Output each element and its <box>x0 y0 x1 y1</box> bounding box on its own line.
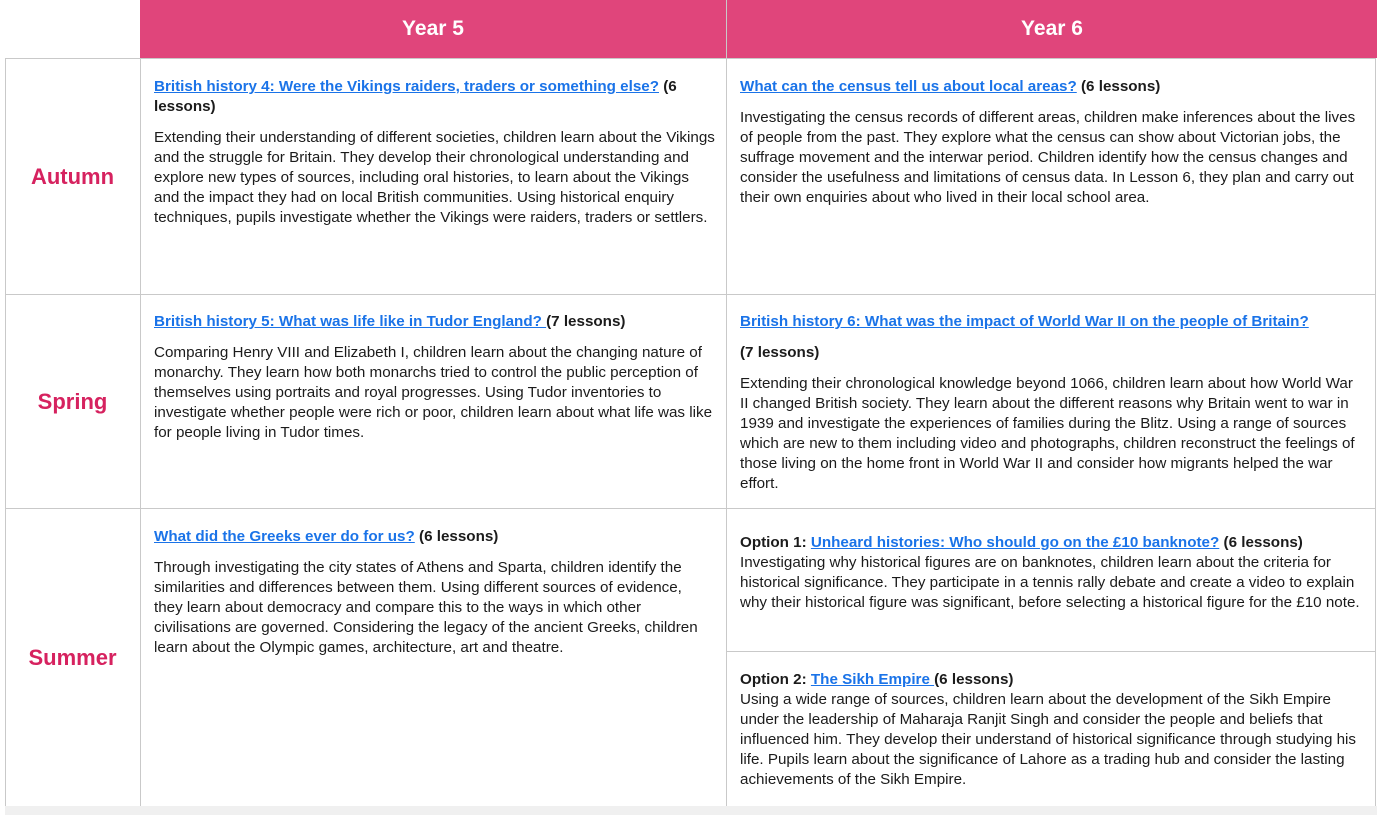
cell-summer-year6-option1 <box>740 533 1365 613</box>
term-label-summer: Summer <box>28 644 117 670</box>
unit-description: Investigating the census records of different areas, children make inferences about the lives of people from the past. They explore what the census can show about Victorian jobs, the suffrage movement and the interwar period. Children identify how the census changes and consider the usefulness and limitations of census data. In Lesson 6, they plan and carry out their own enquiries about who lived in their local school area. <box>740 109 1356 206</box>
cell-autumn-year6 <box>740 77 1365 208</box>
lesson-count: (7 lessons) <box>740 344 820 361</box>
unit-link-census[interactable]: What can the census tell us about local areas? <box>740 78 1077 95</box>
unit-description: Comparing Henry VIII and Elizabeth I, children learn about the changing nature of monarchy. They learn how both monarchs tried to control the public perception of themselves using portraits and royal progresses. Using Tudor inventories to investigate whether people were rich or poor, children learn about what life was like for people living in Tudor times. <box>154 344 713 441</box>
unit-link-ww2[interactable]: British history 6: What was the impact of World War II on the people of Britain? <box>740 313 1309 330</box>
lesson-count: (6 lessons) <box>154 78 677 115</box>
lesson-count: (6 lessons) <box>1223 534 1303 551</box>
unit-link-sikh-empire[interactable]: The Sikh Empire <box>810 671 935 688</box>
grid-line <box>140 58 141 815</box>
header-year5: Year 5 <box>140 0 726 58</box>
unit-link-vikings[interactable]: British history 4: Were the Vikings raiders, traders or something else? <box>154 78 659 95</box>
grid-line <box>5 294 1376 295</box>
header-year6: Year 6 <box>727 0 1377 58</box>
lesson-count: (6 lessons) <box>934 671 1014 688</box>
term-label-autumn: Autumn <box>30 163 115 189</box>
unit-description: Through investigating the city states of Athens and Sparta, children identify the similarities and differences between them. Using different sources of evidence, they learn about democracy and compare this to the ways in which other civilisations are governed. Considering the legacy of the ancient Greeks, children learn about the Olympic games, architecture, art and theatre. <box>154 559 698 656</box>
lesson-count: (7 lessons) <box>546 313 626 330</box>
unit-link-tudors[interactable]: British history 5: What was life like in Tudor England? <box>154 313 547 330</box>
term-label-spring: Spring <box>37 388 108 414</box>
cell-summer-year5 <box>154 527 714 658</box>
lesson-count: (6 lessons) <box>1081 78 1161 95</box>
cell-spring-year5 <box>154 312 714 443</box>
cell-autumn-year5 <box>154 77 716 228</box>
lesson-count: (6 lessons) <box>419 528 499 545</box>
grid-line <box>727 651 1376 652</box>
unit-description: Investigating why historical figures are on banknotes, children learn about the criteria for historical significance. They participate in a tennis rally debate and create a video to explain why their historical figure was significant, before selecting a historical figure for the £10 note. <box>740 554 1360 611</box>
unit-link-banknote[interactable]: Unheard histories: Who should go on the £10 banknote? <box>810 534 1220 551</box>
grid-line <box>5 58 1376 59</box>
unit-link-greeks[interactable]: What did the Greeks ever do for us? <box>154 528 415 545</box>
cell-summer-year6-option2 <box>740 670 1365 790</box>
option-label: Option 2: <box>740 671 807 688</box>
unit-description: Extending their chronological knowledge beyond 1066, children learn about how World War II changed British society. They learn about the different reasons why Britain went to war in 1939 and investigate the experiences of families during the Blitz. Using a range of sources which are new to them including video and photographs, children reconstruct the feelings of those living on the home front in World War II and consider how migrants helped the war effort. <box>740 375 1355 492</box>
footer-band <box>5 806 1377 815</box>
unit-description: Extending their understanding of different societies, children learn about the Vikings and the struggle for Britain. They develop their chronological understanding and explore new types of sources, including oral histories, to learn about the Vikings and the impact they had on local British communities. Using historical enquiry techniques, pupils investigate whether the Vikings were raiders, traders or settlers. <box>154 129 715 226</box>
unit-description: Using a wide range of sources, children learn about the development of the Sikh Empire under the leadership of Maharaja Ranjit Singh and consider the people and beliefs that influenced him. They develop their understand of historical significance through studying his life. Pupils learn about the significance of Lahore as a trading hub and consider the lasting achievements of the Sikh Empire. <box>740 691 1357 788</box>
header-corner <box>0 0 140 58</box>
grid-line <box>1375 58 1376 815</box>
grid-line <box>5 508 1376 509</box>
cell-spring-year6 <box>740 312 1365 494</box>
option-label: Option 1: <box>740 534 811 551</box>
grid-line <box>726 0 727 815</box>
